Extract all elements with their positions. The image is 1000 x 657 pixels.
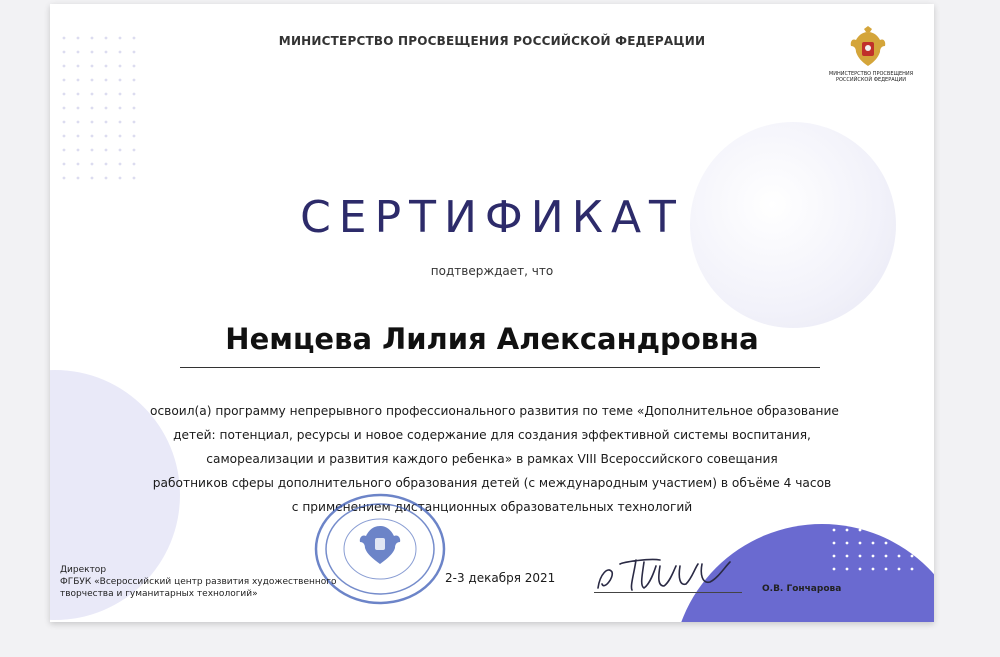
decor-dot: [859, 568, 862, 571]
decor-dot: [846, 490, 849, 493]
decor-dot: [846, 529, 849, 532]
decor-dot: [872, 542, 875, 545]
decor-dot: [91, 149, 94, 152]
decor-dot: [119, 51, 122, 54]
decor-dot: [119, 163, 122, 166]
name-underline: [180, 367, 820, 368]
decor-dots-bottom-right: [830, 474, 920, 584]
decor-dot: [77, 163, 80, 166]
decor-dot: [872, 490, 875, 493]
decor-dot: [846, 516, 849, 519]
certificate-title: СЕРТИФИКАТ: [300, 192, 684, 243]
decor-dot: [859, 490, 862, 493]
decor-dot: [133, 93, 136, 96]
decor-dot: [898, 568, 901, 571]
decor-dot: [77, 149, 80, 152]
decor-dot: [885, 568, 888, 571]
decor-dot: [119, 79, 122, 82]
decor-dot: [77, 107, 80, 110]
decor-dot: [119, 107, 122, 110]
decor-dots-top-left: [60, 34, 140, 184]
decor-dot: [119, 135, 122, 138]
decor-dot: [898, 555, 901, 558]
decor-dot: [63, 93, 66, 96]
decor-dot: [105, 107, 108, 110]
decor-dot: [119, 149, 122, 152]
decor-dot: [885, 490, 888, 493]
decor-dot: [63, 121, 66, 124]
decor-dot: [859, 542, 862, 545]
decor-dot: [846, 568, 849, 571]
director-block: [60, 564, 360, 600]
decor-dot: [63, 51, 66, 54]
decor-dot: [77, 93, 80, 96]
decor-dot: [846, 542, 849, 545]
decor-dot: [91, 177, 94, 180]
decor-dot: [885, 516, 888, 519]
decor-dot: [833, 568, 836, 571]
decor-dot: [119, 121, 122, 124]
decor-dot: [133, 177, 136, 180]
description-line: детей: потенциал, ресурсы и новое содержание для создания эффективной системы воспитания,: [173, 428, 811, 442]
decor-dot: [133, 121, 136, 124]
description-line: самореализации и развития каждого ребенка» в рамках VIII Всероссийского совещания: [206, 452, 778, 466]
decor-dot: [133, 163, 136, 166]
decor-dot: [885, 542, 888, 545]
certificate-sheet: [50, 4, 934, 622]
decor-dot: [105, 93, 108, 96]
decor-dot: [898, 477, 901, 480]
decor-dot: [833, 542, 836, 545]
decor-dot: [77, 135, 80, 138]
decor-dot: [885, 555, 888, 558]
decor-dot: [105, 121, 108, 124]
decor-dot: [898, 542, 901, 545]
decor-dot: [133, 79, 136, 82]
decor-dot: [133, 107, 136, 110]
decor-dot: [911, 516, 914, 519]
decor-dot: [885, 503, 888, 506]
decor-dot: [859, 477, 862, 480]
confirms-text: подтверждает, что: [430, 264, 554, 278]
decor-dot: [91, 135, 94, 138]
director-line: Директор: [60, 565, 107, 575]
decor-dot: [105, 79, 108, 82]
decor-dot: [911, 477, 914, 480]
decor-dot: [898, 503, 901, 506]
recipient-name: Немцева Лилия Александровна: [225, 322, 759, 356]
decor-dot: [105, 65, 108, 68]
decor-dot: [105, 135, 108, 138]
decor-dot: [872, 477, 875, 480]
decor-dot: [77, 121, 80, 124]
decor-dot: [105, 163, 108, 166]
decor-dot: [105, 149, 108, 152]
decor-dot: [91, 107, 94, 110]
decor-dot: [833, 529, 836, 532]
emblem-caption-line: РОССИЙСКОЙ ФЕДЕРАЦИИ: [835, 77, 907, 83]
decor-dot: [91, 163, 94, 166]
decor-dot: [898, 529, 901, 532]
decor-dot: [91, 93, 94, 96]
signer-name: О.В. Гончарова: [762, 584, 842, 594]
decor-dot: [119, 177, 122, 180]
decor-dot: [105, 51, 108, 54]
eagle-emblem-icon: [848, 26, 888, 70]
decor-dot: [63, 149, 66, 152]
decor-dot: [119, 65, 122, 68]
decor-dot: [91, 79, 94, 82]
decor-dot: [911, 555, 914, 558]
ministry-name: МИНИСТЕРСТВО ПРОСВЕЩЕНИЯ РОССИЙСКОЙ ФЕДЕРАЦИИ: [278, 34, 706, 48]
emblem-caption: [826, 71, 916, 83]
decor-dot: [846, 555, 849, 558]
event-date: 2-3 декабря 2021: [445, 571, 556, 585]
decor-dot: [133, 135, 136, 138]
description-line: освоил(а) программу непрерывного профессионального развития по теме «Дополнительное образование: [150, 404, 839, 418]
decor-dot: [872, 568, 875, 571]
decor-dot: [859, 529, 862, 532]
decor-dot: [872, 516, 875, 519]
decor-dot: [859, 516, 862, 519]
decor-dot: [77, 177, 80, 180]
emblem-caption-line: МИНИСТЕРСТВО ПРОСВЕЩЕНИЯ: [828, 71, 914, 77]
decor-dot: [911, 490, 914, 493]
decor-dot: [872, 529, 875, 532]
decor-dot: [872, 555, 875, 558]
decor-dot: [133, 51, 136, 54]
decor-dot: [859, 503, 862, 506]
decor-dot: [77, 65, 80, 68]
decor-dot: [63, 79, 66, 82]
decor-dot: [105, 177, 108, 180]
decor-dot: [833, 555, 836, 558]
decor-dot: [898, 516, 901, 519]
decor-dot: [885, 477, 888, 480]
decor-dot: [898, 490, 901, 493]
description-line: работников сферы дополнительного образования детей (с международным участием) в объёме 4 часов: [152, 476, 832, 490]
decor-dot: [119, 93, 122, 96]
description-line: с применением дистанционных образовательных технологий: [291, 500, 693, 514]
signature-line: [594, 592, 742, 593]
program-description: [150, 399, 839, 519]
decor-dot: [63, 177, 66, 180]
decor-dot: [911, 503, 914, 506]
decor-dot: [911, 568, 914, 571]
decor-dot: [911, 542, 914, 545]
decor-dot: [872, 503, 875, 506]
director-line: творчества и гуманитарных технологий»: [60, 589, 258, 599]
decor-dot: [846, 477, 849, 480]
decor-dot: [133, 149, 136, 152]
decor-dot: [63, 65, 66, 68]
decor-dot: [77, 79, 80, 82]
decor-dot: [91, 65, 94, 68]
decor-dot: [91, 121, 94, 124]
decor-dot: [63, 135, 66, 138]
director-line: ФГБУК «Всероссийский центр развития художественного: [60, 577, 337, 587]
decor-dot: [846, 503, 849, 506]
decor-dot: [133, 65, 136, 68]
decor-dot: [63, 163, 66, 166]
decor-dot: [91, 51, 94, 54]
decor-dot: [859, 555, 862, 558]
decor-dot: [63, 107, 66, 110]
decor-dot: [77, 51, 80, 54]
decor-dot: [911, 529, 914, 532]
decor-dot: [885, 529, 888, 532]
